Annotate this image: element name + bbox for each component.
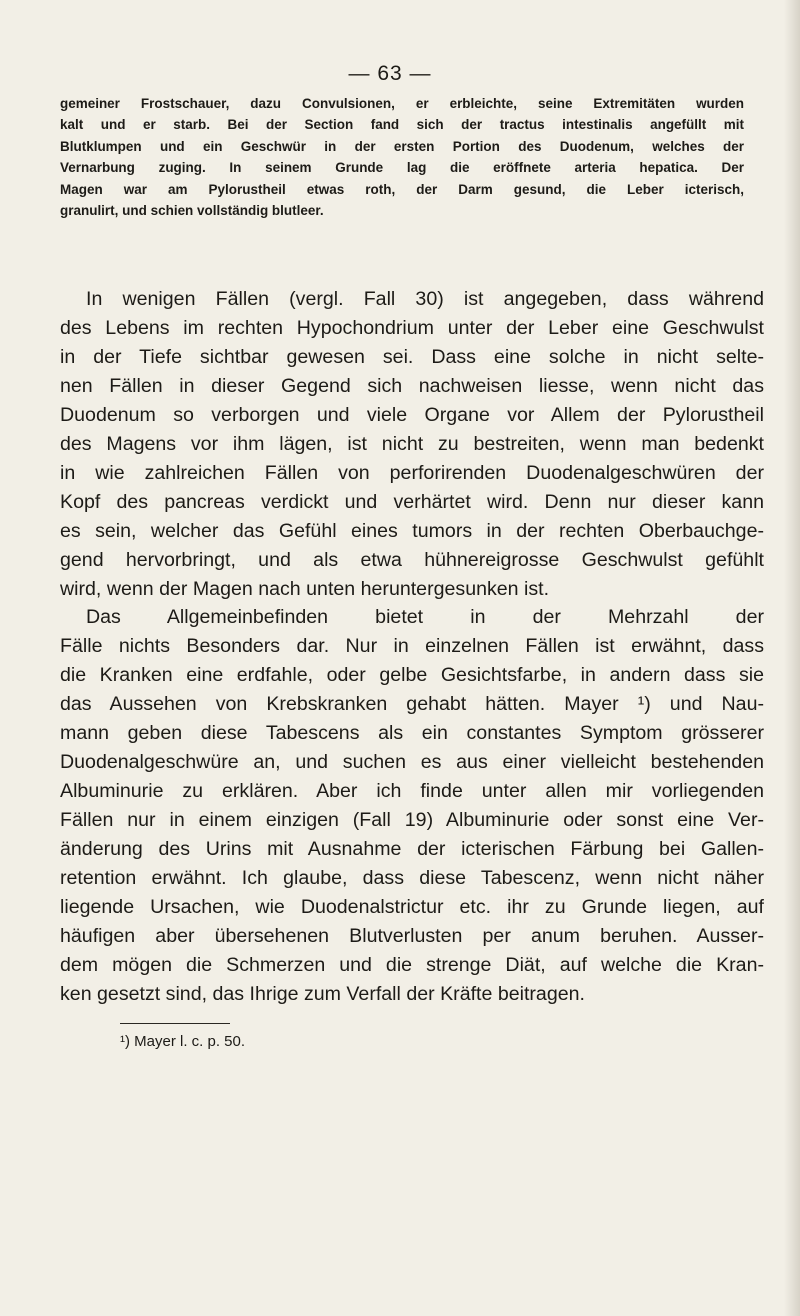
body-line: des Lebens im rechten Hypochondrium unter der Leber eine Geschwulst bbox=[60, 316, 764, 339]
small-line: kalt und er starb. Bei der Section fand sich der tractus intestinalis angefüllt mit bbox=[60, 117, 744, 134]
case-report-paragraph bbox=[60, 94, 744, 222]
body-line: Albuminurie zu erklären. Aber ich finde unter allen mir vorliegenden bbox=[60, 780, 764, 803]
body-line: Kopf des pancreas verdickt und verhärtet wird. Denn nur dieser kann bbox=[60, 490, 764, 513]
body-line: in der Tiefe sichtbar gewesen sei. Dass eine solche in nicht selte- bbox=[60, 345, 764, 368]
body-line: Fällen nur in einem einzigen (Fall 19) Albuminurie oder sonst eine Ver- bbox=[60, 809, 764, 832]
body-line: Fälle nichts Besonders dar. Nur in einzelnen Fällen ist erwähnt, dass bbox=[60, 635, 764, 658]
body-line: ken gesetzt sind, das Ihrige zum Verfall der Kräfte beitragen. bbox=[60, 982, 585, 1005]
small-line: gemeiner Frostschauer, dazu Convulsionen, er erbleichte, seine Extremitäten wurden bbox=[60, 96, 744, 112]
body-line: Duodenum so verborgen und viele Organe vor Allem der Pylorustheil bbox=[60, 403, 764, 426]
body-line: retention erwähnt. Ich glaube, dass diese Tabescenz, wenn nicht näher bbox=[60, 867, 764, 890]
footnote: ¹) Mayer l. c. p. 50. bbox=[120, 1033, 246, 1050]
page-number: — 63 — bbox=[348, 62, 432, 85]
small-line: granulirt, und schien vollständig blutleer. bbox=[60, 203, 324, 220]
body-line: es sein, welcher das Gefühl eines tumors in der rechten Oberbauchge- bbox=[60, 519, 764, 542]
body-line: liegende Ursachen, wie Duodenalstrictur etc. ihr zu Grunde liegen, auf bbox=[60, 896, 764, 919]
footnote-divider bbox=[120, 1023, 230, 1024]
body-line: des Magens vor ihm lägen, ist nicht zu bestreiten, wenn man bedenkt bbox=[60, 432, 764, 455]
body-line: in wie zahlreichen Fällen von perforirenden Duodenalgeschwüren der bbox=[60, 461, 764, 484]
body-line: Das Allgemeinbefinden bietet in der Mehrzahl der bbox=[86, 606, 764, 629]
page-edge-shadow bbox=[784, 0, 800, 1316]
body-text bbox=[60, 285, 764, 1009]
body-line: das Aussehen von Krebskranken gehabt hätten. Mayer ¹) und Nau- bbox=[60, 693, 764, 716]
body-line: änderung des Urins mit Ausnahme der icterischen Färbung bei Gallen- bbox=[60, 838, 764, 861]
body-line: nen Fällen in dieser Gegend sich nachweisen liesse, wenn nicht das bbox=[60, 374, 764, 397]
body-line: gend hervorbringt, und als etwa hühnereigrosse Geschwulst gefühlt bbox=[60, 548, 764, 571]
small-line: Vernarbung zuging. In seinem Grunde lag die eröffnete arteria hepatica. Der bbox=[60, 160, 744, 177]
small-line: Blutklumpen und ein Geschwür in der ersten Portion des Duodenum, welches der bbox=[60, 138, 744, 155]
body-line: mann geben diese Tabescens als ein constantes Symptom grösserer bbox=[60, 722, 764, 745]
body-line: häufigen aber übersehenen Blutverlusten per anum beruhen. Ausser- bbox=[60, 924, 764, 947]
body-line: In wenigen Fällen (vergl. Fall 30) ist angegeben, dass während bbox=[86, 288, 764, 310]
body-line: die Kranken eine erdfahle, oder gelbe Gesichtsfarbe, in andern dass sie bbox=[60, 664, 764, 687]
small-line: Magen war am Pylorustheil etwas roth, der Darm gesund, die Leber icterisch, bbox=[60, 181, 744, 198]
body-line: Duodenalgeschwüre an, und suchen es aus einer vielleicht bestehenden bbox=[60, 751, 764, 774]
body-line: wird, wenn der Magen nach unten heruntergesunken ist. bbox=[60, 577, 550, 600]
body-line: dem mögen die Schmerzen und die strenge Diät, auf welche die Kran- bbox=[60, 953, 764, 976]
